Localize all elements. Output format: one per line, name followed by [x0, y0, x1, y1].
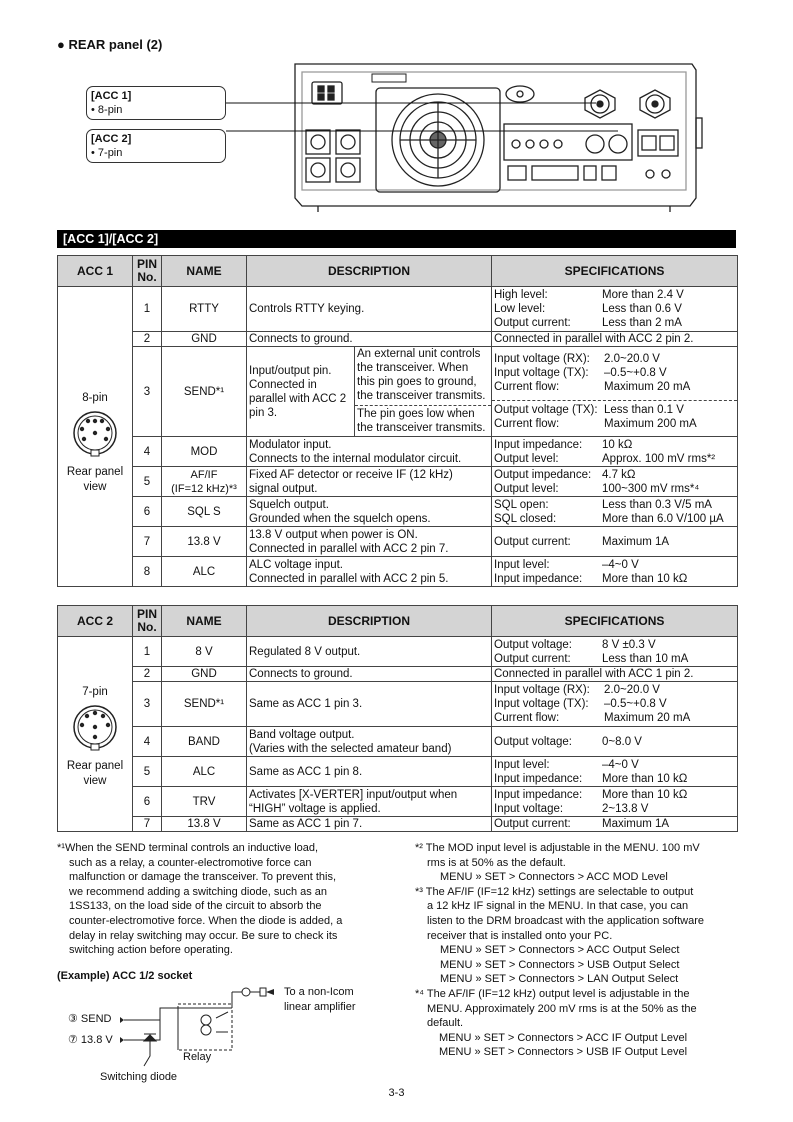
pin-7: 7 [133, 817, 162, 832]
name-13v8: 13.8 V [162, 527, 247, 557]
footnotes-right: *² The MOD input level is adjustable in the MENU. 100 mV rms is at 50% as the default. MENU » SET > Connectors > ACC MOD Level *³ The AF/IF (IF=12 kHz) settings are selectable to output a 12 kHz IF signal in the MENU. In that case, you can listen to the DRM broadcast with the application software receiver that is installed onto your PC. MENU » SET > Connectors > ACC Output Select MENU » SET > Connectors > USB Output Select MENU » SET > Connectors > LAN Output Select *⁴ The AF/IF (IF=12 kHz) output level is adjustable in the MENU. Approximately 200 mV rms is at the 50% as the default. MENU » SET > Connectors > ACC IF Output Level MENU » SET > Connectors > USB IF Output Level [415, 841, 745, 1060]
view-label: Rear panel view [66, 760, 124, 787]
spec-send: Input voltage (RX): 2.0~20.0 V Input voltage (TX): –0.5~+0.8 V Current flow: Maximum 20 mA Output voltage (TX): Less than 0.1 V Current flow: Maximum 200 mA [492, 347, 738, 437]
footnote-3: *³ The AF/IF (IF=12 kHz) settings are selectable to output [415, 885, 694, 898]
view-label: Rear panel view [66, 465, 124, 493]
pin-5: 5 [133, 757, 162, 787]
socket-cell [58, 287, 133, 587]
spec-send: Input voltage (RX): 2.0~20.0 V Input voltage (TX): –0.5~+0.8 V Current flow: Maximum 20 mA [492, 682, 738, 727]
header-acc: ACC 2 [58, 606, 133, 637]
relay-label: Relay [183, 1051, 212, 1063]
desc-afif: Fixed AF detector or receive IF (12 kHz) signal output. [247, 467, 492, 497]
table-row [58, 787, 738, 817]
table-row [58, 437, 738, 467]
footnote-2: *² The MOD input level is adjustable in the MENU. 100 mV [415, 842, 700, 854]
spec-sqls: SQL open: Less than 0.3 V/5 mA SQL closed: More than 6.0 V/100 µA [492, 497, 738, 527]
name-8v: 8 V [162, 637, 247, 667]
table-row [58, 557, 738, 587]
name-band: BAND [162, 727, 247, 757]
table-row [58, 637, 738, 667]
header-description: DESCRIPTION [247, 256, 492, 287]
table-header-row [58, 256, 738, 287]
section-bar: [ACC 1]/[ACC 2] [57, 230, 736, 248]
spec-alc: Input level: –4~0 V Input impedance: More than 10 kΩ [492, 757, 738, 787]
spec-trv: Input impedance: More than 10 kΩ Input voltage: 2~13.8 V [492, 787, 738, 817]
name-sqls: SQL S [162, 497, 247, 527]
name-afif: AF/IF (IF=12 kHz)*³ [162, 467, 247, 497]
spec-rtty: High level: More than 2.4 V Low level: Less than 0.6 V Output current: Less than 2 mA [492, 287, 738, 332]
footnote-1: *¹When the SEND terminal controls an inductive load, such as a relay, a counter-electromotive force can malfunction or damage the transceiver. To prevent this, we recommend adding a switching diode, such as an 1SS133, on the load side of the circuit to absorb the counter-electromotive force. When the diode is added, a delay in relay switching may occur. Be sure to check its switching action before operating. [57, 842, 343, 957]
name-alc: ALC [162, 557, 247, 587]
desc-sqls: Squelch output. Grounded when the squelch opens. [247, 497, 492, 527]
diode-label: Switching diode [100, 1071, 178, 1083]
desc-band: Band voltage output. (Varies with the selected amateur band) [247, 727, 492, 757]
pin-5: 5 [133, 467, 162, 497]
header-pin: PIN No. [133, 256, 162, 287]
header-name: NAME [162, 256, 247, 287]
header-pin: PIN No. [133, 606, 162, 637]
name-gnd: GND [162, 667, 247, 682]
din-8pin-icon [70, 409, 120, 459]
desc-send: Input/output pin. Connected in parallel with ACC 2 pin 3. An external unit controls the transceiver. When this pin goes to ground, the transceiver transmits. The pin goes low when the transceiver transmits. [247, 347, 492, 437]
header-name: NAME [162, 606, 247, 637]
name-13v8: 13.8 V [162, 817, 247, 832]
table-row [58, 497, 738, 527]
spec-band: Output voltage: 0~8.0 V [492, 727, 738, 757]
desc-13v8: 13.8 V output when power is ON. Connected in parallel with ACC 2 pin 7. [247, 527, 492, 557]
table-row [58, 527, 738, 557]
header-acc: ACC 1 [58, 256, 133, 287]
desc-alc: Same as ACC 1 pin 8. [247, 757, 492, 787]
pin-3: 3 [133, 682, 162, 727]
acc2-table [57, 605, 738, 832]
header-specifications: SPECIFICATIONS [492, 606, 738, 637]
callout-acc2-heading: [ACC 2] [91, 133, 132, 145]
acc1-table [57, 255, 738, 587]
name-rtty: RTTY [162, 287, 247, 332]
pin-3: 3 [133, 347, 162, 437]
desc-8v: Regulated 8 V output. [247, 637, 492, 667]
spec-8v: Output voltage: 8 V ±0.3 V Output current: Less than 10 mA [492, 637, 738, 667]
pin-2: 2 [133, 667, 162, 682]
pin-1: 1 [133, 287, 162, 332]
pin-8: 8 [133, 557, 162, 587]
table-row [58, 757, 738, 787]
name-trv: TRV [162, 787, 247, 817]
amp-label-1: To a non-Icom [284, 986, 354, 998]
footnote-4: *⁴ The AF/IF (IF=12 kHz) output level is adjustable in the [415, 987, 690, 1000]
spec-13v8: Output current: Maximum 1A [492, 817, 738, 832]
name-alc: ALC [162, 757, 247, 787]
pin-4: 4 [133, 727, 162, 757]
table-row [58, 682, 738, 727]
callout-acc2 [86, 129, 226, 163]
page-number: 3-3 [388, 1087, 405, 1099]
socket-cell [58, 637, 133, 832]
table-header-row [58, 606, 738, 637]
pin-7: 7 [133, 527, 162, 557]
pin-2: 2 [133, 332, 162, 347]
callout-acc1-heading: [ACC 1] [91, 90, 132, 102]
spec-mod: Input impedance: 10 kΩ Output level: Approx. 100 mV rms*² [492, 437, 738, 467]
spec-gnd: Connected in parallel with ACC 2 pin 2. [492, 332, 738, 347]
callout-acc2-detail: • 7-pin [91, 147, 123, 159]
table-row [58, 347, 738, 437]
desc-trv: Activates [X-VERTER] input/output when “HIGH” voltage is applied. [247, 787, 492, 817]
desc-rtty: Controls RTTY keying. [247, 287, 492, 332]
pin-6: 6 [133, 497, 162, 527]
name-send: SEND*¹ [162, 347, 247, 437]
table-row [58, 332, 738, 347]
name-gnd: GND [162, 332, 247, 347]
spec-afif: Output impedance: 4.7 kΩ Output level: 100~300 mV rms*⁴ [492, 467, 738, 497]
desc-gnd: Connects to ground. [247, 667, 492, 682]
desc-send: Same as ACC 1 pin 3. [247, 682, 492, 727]
spec-13v8: Output current: Maximum 1A [492, 527, 738, 557]
spec-gnd: Connected in parallel with ACC 1 pin 2. [492, 667, 738, 682]
page-title: ● REAR panel (2) [57, 37, 163, 52]
desc-13v8: Same as ACC 1 pin 7. [247, 817, 492, 832]
desc-alc: ALC voltage input. Connected in parallel with ACC 2 pin 5. [247, 557, 492, 587]
header-specifications: SPECIFICATIONS [492, 256, 738, 287]
send-label: ③ SEND [68, 1013, 112, 1025]
pin-6: 6 [133, 787, 162, 817]
desc-gnd: Connects to ground. [247, 332, 492, 347]
pin-1: 1 [133, 637, 162, 667]
callout-acc1 [86, 86, 226, 120]
socket-label: 7-pin [82, 686, 108, 698]
example-heading: (Example) ACC 1/2 socket [57, 970, 193, 982]
amp-label-2: linear amplifier [284, 1001, 356, 1013]
socket-label: 8-pin [82, 391, 108, 404]
header-description: DESCRIPTION [247, 606, 492, 637]
table-row [58, 467, 738, 497]
callout-acc1-detail: • 8-pin [91, 104, 123, 116]
spec-alc: Input level: –4~0 V Input impedance: More than 10 kΩ [492, 557, 738, 587]
table-row [58, 667, 738, 682]
table-row [58, 727, 738, 757]
name-mod: MOD [162, 437, 247, 467]
table-row [58, 287, 738, 332]
pin-4: 4 [133, 437, 162, 467]
table-row [58, 817, 738, 832]
v138-label: ⑦ 13.8 V [68, 1034, 113, 1046]
desc-mod: Modulator input. Connects to the internal modulator circuit. [247, 437, 492, 467]
din-7pin-icon [70, 703, 120, 753]
name-send: SEND*¹ [162, 682, 247, 727]
